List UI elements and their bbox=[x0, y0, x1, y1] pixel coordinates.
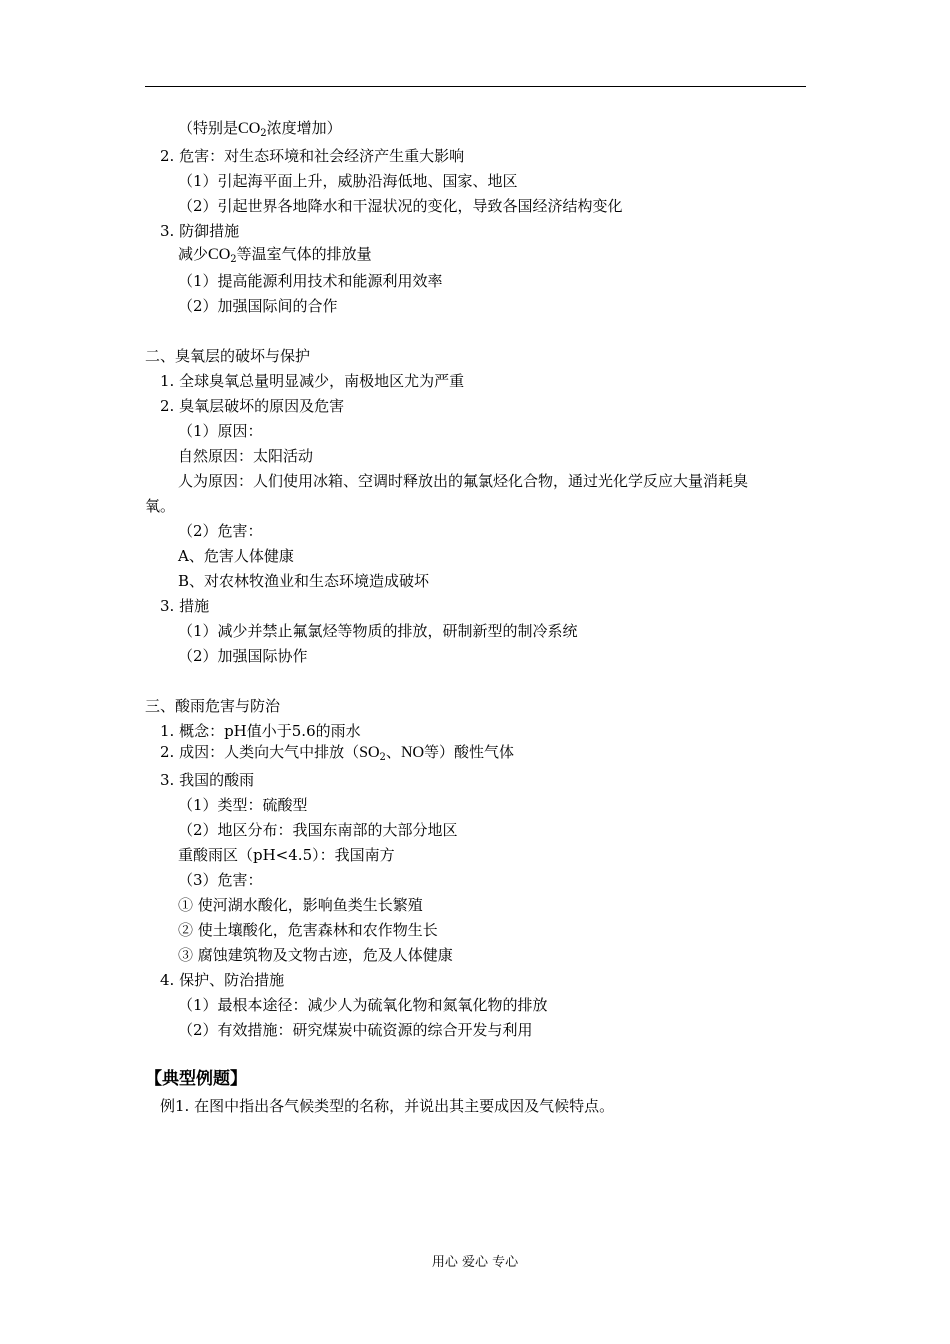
text-line: 1. 全球臭氧总量明显减少，南极地区尤为严重 bbox=[160, 372, 465, 390]
example-heading: 【典型例题】 bbox=[145, 1069, 247, 1089]
example-question: 例1. 在图中指出各气候类型的名称，并说出其主要成因及气候特点。 bbox=[160, 1097, 615, 1115]
text-line: （1）减少并禁止氟氯烃等物质的排放，研制新型的制冷系统 bbox=[178, 622, 578, 640]
text-line: ① 使河湖水酸化，影响鱼类生长繁殖 bbox=[178, 896, 423, 914]
text-line: （2）危害： bbox=[178, 522, 263, 540]
text-line: 3. 防御措施 bbox=[160, 222, 240, 240]
text-line: （1）最根本途径：减少人为硫氧化物和氮氧化物的排放 bbox=[178, 996, 548, 1014]
text-line: ② 使土壤酸化，危害森林和农作物生长 bbox=[178, 921, 438, 939]
text-line: 重酸雨区（pH<4.5）：我国南方 bbox=[178, 846, 395, 864]
text-line: （1）提高能源利用技术和能源利用效率 bbox=[178, 272, 443, 290]
text-line: （1）类型：硫酸型 bbox=[178, 796, 308, 814]
text-line: （1）原因： bbox=[178, 422, 263, 440]
text-line: A、危害人体健康 bbox=[178, 547, 294, 565]
text-line: 3. 措施 bbox=[160, 597, 210, 615]
text-line: （2）地区分布：我国东南部的大部分地区 bbox=[178, 821, 458, 839]
text-line: （2）有效措施：研究煤炭中硫资源的综合开发与利用 bbox=[178, 1021, 533, 1039]
text-line: 4. 保护、防治措施 bbox=[160, 971, 285, 989]
text-line: 2. 成因：人类向大气中排放（$SO_2$、NO等）酸性气体 bbox=[160, 743, 515, 763]
section-heading: 三、酸雨危害与防治 bbox=[145, 697, 281, 715]
page-footer: 用心 爱心 专心 bbox=[431, 1255, 519, 1270]
text-line: 1. 概念：pH值小于5.6的雨水 bbox=[160, 722, 361, 740]
text-line: 氧。 bbox=[145, 497, 176, 515]
text-line: 2. 臭氧层破坏的原因及危害 bbox=[160, 397, 345, 415]
section-heading: 二、臭氧层的破坏与保护 bbox=[145, 347, 311, 365]
text-line: （3）危害： bbox=[178, 871, 263, 889]
text-line: 减少$CO_2$等温室气体的排放量 bbox=[178, 245, 372, 265]
text-line: B、对农林牧渔业和生态环境造成破坏 bbox=[178, 572, 430, 590]
header-rule bbox=[145, 86, 806, 87]
text-line: （2）加强国际协作 bbox=[178, 647, 308, 665]
text-line: 3. 我国的酸雨 bbox=[160, 771, 255, 789]
text-line: （2）加强国际间的合作 bbox=[178, 297, 338, 315]
text-line: 自然原因：太阳活动 bbox=[178, 447, 314, 465]
text-line: 人为原因：人们使用冰箱、空调时释放出的氟氯烃化合物，通过光化学反应大量消耗臭 bbox=[178, 472, 749, 490]
text-line: （1）引起海平面上升，威胁沿海低地、国家、地区 bbox=[178, 172, 518, 190]
text-line: （2）引起世界各地降水和干湿状况的变化，导致各国经济结构变化 bbox=[178, 197, 623, 215]
text-line: （特别是$CO_2$浓度增加） bbox=[178, 119, 342, 139]
text-line: ③ 腐蚀建筑物及文物古迹，危及人体健康 bbox=[178, 946, 453, 964]
text-line: 2. 危害：对生态环境和社会经济产生重大影响 bbox=[160, 147, 465, 165]
